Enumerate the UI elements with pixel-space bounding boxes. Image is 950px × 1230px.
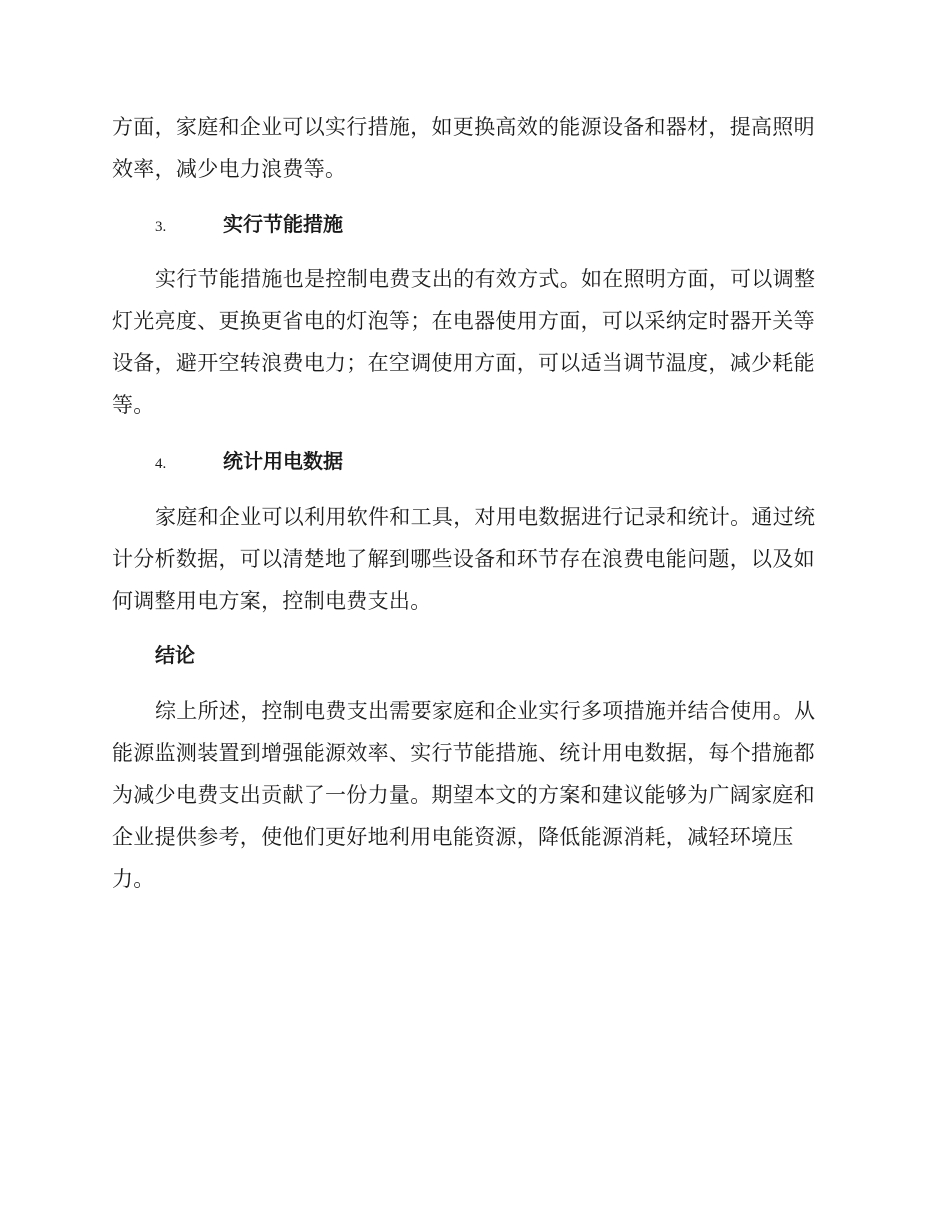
energy-saving-paragraph: 实行节能措施也是控制电费支出的有效方式。如在照明方面，可以调整灯光亮度、更换更省电的灯泡等；在电器使用方面，可以采纳定时器开关等设备，避开空转浪费电力；在空调使用方面，可以适当调节温度，减少耗能等。 xyxy=(112,267,816,417)
section-title: 统计用电数据 xyxy=(223,449,343,473)
section-number: 4. xyxy=(155,456,167,472)
section-heading-3 xyxy=(155,209,343,239)
section-heading-4 xyxy=(155,446,343,476)
conclusion-title: 结论 xyxy=(155,643,195,667)
statistics-paragraph: 家庭和企业可以利用软件和工具，对用电数据进行记录和统计。通过统计分析数据，可以清楚地了解到哪些设备和环节存在浪费电能问题，以及如何调整用电方案，控制电费支出。 xyxy=(112,505,816,613)
conclusion-heading xyxy=(155,640,195,670)
intro-paragraph-continued: 方面，家庭和企业可以实行措施，如更换高效的能源设备和器材，提高照明效率，减少电力浪费等。 xyxy=(112,115,815,181)
section-title: 实行节能措施 xyxy=(223,212,343,236)
section-number: 3. xyxy=(155,219,167,235)
conclusion-paragraph: 综上所述，控制电费支出需要家庭和企业实行多项措施并结合使用。从能源监测装置到增强能源效率、实行节能措施、统计用电数据，每个措施都为减少电费支出贡献了一份力量。期望本文的方案和建议能够为广阔家庭和企业提供参考，使他们更好地利用电能资源，降低能源消耗，减轻环境压力。 xyxy=(112,699,816,891)
